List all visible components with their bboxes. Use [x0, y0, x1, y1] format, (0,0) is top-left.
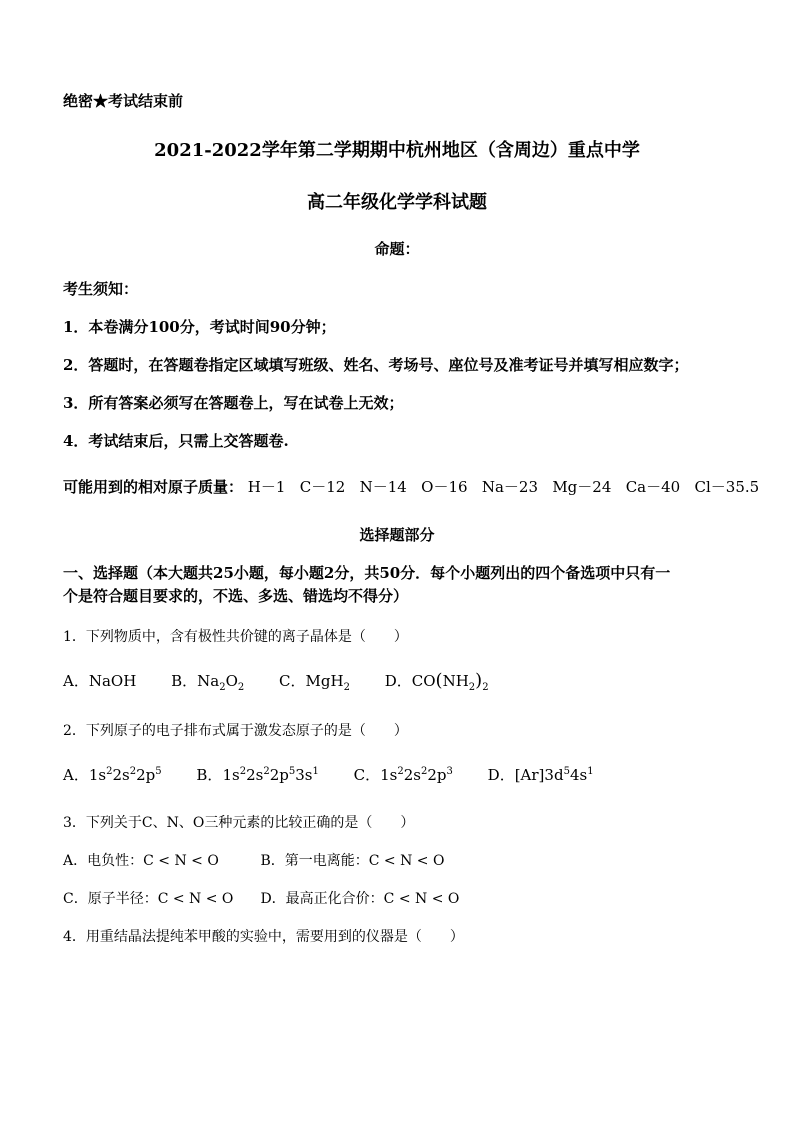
- option-a: A．电负性：C < N < O: [63, 853, 219, 869]
- atomic-mass-value: H－1: [247, 478, 286, 496]
- option-a: A．$1s^22s^22p^5$: [63, 766, 162, 784]
- section-instructions: 个是符合题目要求的，不选、多选、错选均不得分）: [63, 587, 409, 605]
- atomic-mass-value: Cl－35.5: [694, 478, 760, 496]
- section-title: 选择题部分: [359, 526, 435, 544]
- notice-heading: 考生须知：: [63, 280, 139, 298]
- question-stem: 2．下列原子的电子排布式属于激发态原子的是（ ）: [63, 723, 408, 739]
- question-options: [63, 764, 594, 785]
- question-stem: 3．下列关于C、N、O三种元素的比较正确的是（ ）: [63, 815, 415, 831]
- atomic-mass-value: Ca－40: [625, 478, 681, 496]
- question-options: [63, 888, 459, 908]
- option-d: D．$[Ar]3d^54s^1$: [487, 766, 594, 784]
- proposer-label: 命题：: [374, 240, 420, 258]
- option-c: C．MgH$_2$: [279, 672, 350, 693]
- option-d: D．最高正化合价：C < N < O: [260, 891, 460, 907]
- notice-item: 3．所有答案必须写在答题卷上，写在试卷上无效；: [63, 394, 404, 412]
- secret-label: 绝密★考试结束前: [63, 92, 184, 110]
- option-b: B．第一电离能：C < N < O: [260, 853, 445, 869]
- atomic-mass-value: O－16: [421, 478, 468, 496]
- question-options: [63, 670, 489, 691]
- atomic-masses-label: 可能用到的相对原子质量：: [63, 478, 244, 496]
- notice-item: 1．本卷满分100分，考试时间90分钟；: [63, 318, 336, 336]
- option-b: B．$1s^22s^22p^53s^1$: [196, 766, 319, 784]
- atomic-mass-value: Mg－24: [552, 478, 612, 496]
- option-d: D．$CO(NH_2)_2$: [384, 670, 489, 693]
- option-b: B．$Na_2O_2$: [171, 672, 245, 693]
- section-instructions: 一、选择题（本大题共25小题，每小题2分，共50分．每个小题列出的四个备选项中只有一: [63, 564, 671, 582]
- question-stem: 4．用重结晶法提纯苯甲酸的实验中，需要用到的仪器是（ ）: [63, 929, 464, 945]
- subject-title: 高二年级化学学科试题: [307, 192, 487, 213]
- question-stem: 1．下列物质中，含有极性共价键的离子晶体是（ ）: [63, 629, 408, 645]
- atomic-mass-value: Na－23: [481, 478, 539, 496]
- notice-item: 4．考试结束后，只需上交答题卷.: [63, 432, 289, 450]
- option-c: C．$1s^22s^22p^3$: [353, 766, 453, 784]
- question-options: [63, 850, 444, 870]
- option-a: A．NaOH: [63, 672, 137, 690]
- option-c: C．原子半径：C < N < O: [63, 891, 234, 907]
- atomic-masses: [63, 476, 759, 497]
- exam-title: 2021-2022学年第二学期期中杭州地区（含周边）重点中学: [154, 140, 640, 161]
- atomic-mass-value: N－14: [359, 478, 407, 496]
- notice-item: 2．答题时，在答题卷指定区域填写班级、姓名、考场号、座位号及准考证号并填写相应数字；: [63, 356, 689, 374]
- atomic-mass-value: C－12: [299, 478, 346, 496]
